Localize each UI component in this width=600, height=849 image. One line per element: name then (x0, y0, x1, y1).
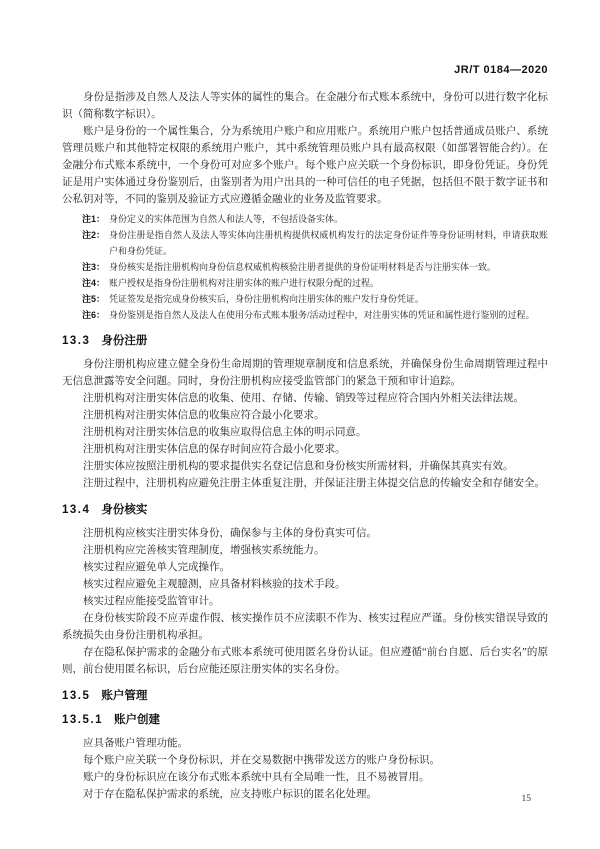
note-text: 凭证签发是指完成身份核实后，身份注册机构向注册实体的账户发行身份凭证。 (109, 294, 425, 304)
intro-paragraph: 账户是身份的一个属性集合，分为系统用户账户和应用账户。系统用户账户包括普通成员账户、系统管理员账户和其他特定权限的系统用户账户，其中系统管理员账户具有最高权限（如部署智能合约）。在金融分布式账本系统中，一个身份可对应多个账户。每个账户应关联一个身份标识，即身份凭证。身份凭证是用户实体通过身份鉴别后，由鉴别者为用户出具的一种可信任的电子凭据，包括但不限于数字证书和公私钥对等，不同的鉴别及验证方式应遵循金融业的业务及监管要求。 (62, 126, 548, 205)
section-paragraph: 核实过程应能接受监管审计。 (83, 596, 220, 607)
section-paragraph: 账户的身份标识应在该分布式账本系统中具有全局唯一性，且不易被冒用。 (83, 772, 430, 783)
section-heading-13-3 (62, 332, 548, 348)
intro-paragraph: 身份是指涉及自然人及法人等实体的属性的集合。在金融分布式账本系统中，身份可以进行数字化标识（简称数字标识）。 (62, 92, 548, 120)
note-item (82, 211, 548, 227)
section-paragraph: 注册机构对注册实体信息的收集应取得信息主体的明示同意。 (83, 427, 367, 438)
section-paragraph: 每个账户应关联一个身份标识，并在交易数据中携带发送方的账户身份标识。 (83, 755, 440, 766)
note-item (82, 227, 548, 259)
section-title: 身份核实 (101, 504, 148, 516)
section-paragraph: 注册机构应核实注册实体身份，确保参与主体的身份真实可信。 (83, 528, 377, 539)
section-title: 账户管理 (101, 690, 148, 702)
note-label: 注3： (82, 262, 106, 272)
note-item (82, 259, 548, 275)
section-heading-13-5-1 (62, 711, 548, 727)
notes-list (82, 211, 548, 323)
section-paragraph: 核实过程应避免单人完成操作。 (83, 562, 230, 573)
note-item (82, 275, 548, 291)
section-paragraph: 身份注册机构应建立健全身份生命周期的管理规章制度和信息系统，并确保身份生命周期管理过程中无信息泄露等安全问题。同时，身份注册机构应接受监管部门的紧急干预和审计追踪。 (62, 359, 548, 387)
section-number: 13.4 (62, 504, 91, 516)
section-heading-13-4 (62, 501, 548, 517)
section-title: 账户创建 (113, 714, 160, 726)
section-heading-13-5 (62, 687, 548, 703)
standard-code-header: JR/T 0184—2020 (454, 64, 548, 76)
page-number: 15 (521, 794, 531, 804)
section-paragraph: 注册机构对注册实体信息的收集、使用、存储、传输、销毁等过程应符合国内外相关法律法规。 (83, 393, 524, 404)
section-paragraph: 注册过程中，注册机构应避免注册主体重复注册，并保证注册主体提交信息的传输安全和存储安全。 (83, 478, 545, 489)
note-label: 注2： (82, 230, 106, 240)
note-text: 身份定义的实体范围为自然人和法人等，不包括设备实体。 (109, 214, 344, 224)
section-number: 13.5 (62, 690, 91, 702)
note-text: 身份注册是指自然人及法人等实体向注册机构提供权威机构发行的法定身份证件等身份证明材料，申请获取账户和身份凭证。 (109, 230, 548, 256)
section-paragraph: 注册机构对注册实体信息的保存时间应符合最小化要求。 (83, 444, 346, 455)
section-title: 身份注册 (101, 335, 148, 347)
note-text: 身份鉴别是指自然人及法人在使用分布式账本服务/活动过程中，对注册实体的凭证和属性进行鉴别的过程。 (109, 310, 535, 320)
note-item (82, 307, 548, 323)
note-label: 注1： (82, 214, 106, 224)
section-paragraph: 核实过程应避免主观臆测，应具备材料核验的技术手段。 (83, 579, 346, 590)
section-paragraph: 应具备账户管理功能。 (83, 738, 188, 749)
section-paragraph: 注册实体应按照注册机构的要求提供实名登记信息和身份核实所需材料，并确保其真实有效。 (83, 461, 514, 472)
section-paragraph: 对于存在隐私保护需求的系统，应支持账户标识的匿名化处理。 (83, 789, 377, 800)
note-item (82, 291, 548, 307)
note-label: 注5： (82, 294, 106, 304)
section-paragraph: 在身份核实阶段不应弄虚作假、核实操作员不应渎职不作为、核实过程应严谨。身份核实错误导致的系统损失由身份注册机构承担。 (62, 613, 548, 641)
section-paragraph: 存在隐私保护需求的金融分布式账本系统可使用匿名身份认证。但应遵循“前台自愿、后台实名”的原则，前台使用匿名标识，后台应能还原注册实体的实名身份。 (62, 647, 548, 675)
note-label: 注4： (82, 278, 106, 288)
note-text: 身份核实是指注册机构向身份信息权威机构核验注册者提供的身份证明材料是否与注册实体一致。 (109, 262, 497, 272)
section-paragraph: 注册机构应完善核实管理制度，增强核实系统能力。 (83, 545, 325, 556)
section-number: 13.3 (62, 335, 91, 347)
note-label: 注6： (82, 310, 106, 320)
section-number: 13.5.1 (62, 714, 103, 726)
note-text: 账户授权是指身份注册机构对注册实体的账户进行权限分配的过程。 (109, 278, 380, 288)
section-paragraph: 注册机构对注册实体信息的收集应符合最小化要求。 (83, 410, 325, 421)
